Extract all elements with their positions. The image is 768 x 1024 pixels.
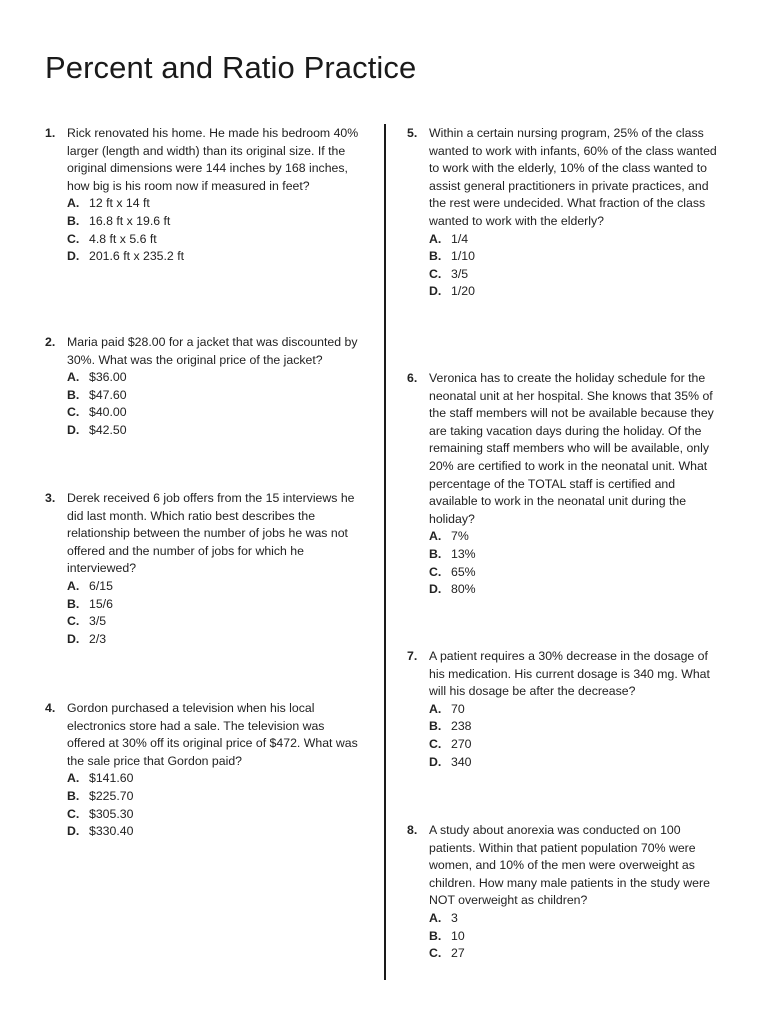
choice-text: 27: [451, 946, 465, 961]
question-4: [45, 700, 360, 841]
choice-label: D.: [429, 284, 442, 299]
choice-label: A.: [429, 529, 442, 544]
choice-text: 238: [451, 719, 472, 734]
answer-choice: [429, 528, 727, 546]
choice-text: 3: [451, 910, 458, 925]
choice-label: C.: [429, 266, 442, 281]
question-text: Rick renovated his home. He made his bedroom 40% larger (length and width) than its original size. If the original dimensions were 144 inches by 168 inches, how big is his room now if measured in feet?: [67, 126, 359, 193]
choice-text: 2/3: [89, 631, 107, 646]
choice-text: 201.6 ft x 235.2 ft: [89, 249, 185, 264]
question-number: 4.: [45, 701, 56, 715]
answer-choices: [67, 770, 360, 840]
answer-choice: [429, 266, 727, 284]
answer-choices: [429, 910, 727, 963]
answer-choice: [67, 404, 360, 422]
choice-text: 1/20: [451, 284, 475, 299]
question-1: [45, 125, 360, 266]
answer-choice: [429, 701, 727, 719]
choice-text: $47.60: [89, 387, 127, 402]
choice-text: 270: [451, 736, 472, 751]
choice-text: $36.00: [89, 370, 127, 385]
answer-choice: [67, 387, 360, 405]
answer-choices: [67, 369, 360, 439]
choice-label: B.: [429, 719, 442, 734]
question-number: 5.: [407, 126, 418, 140]
answer-choice: [67, 806, 360, 824]
answer-choice: [429, 736, 727, 754]
answer-choice: [67, 248, 360, 266]
question-text: Gordon purchased a television when his local electronics store had a sale. The television was offered at 30% off its original price of $472. What was the sale price that Gordon paid?: [67, 701, 358, 768]
choice-label: D.: [429, 754, 442, 769]
answer-choices: [67, 195, 360, 265]
choice-label: B.: [429, 928, 442, 943]
question-text: Derek received 6 job offers from the 15 interviews he did last month. Which ratio best describes the relationship between the number of jobs he was not offered and the number of jobs for which he interviewed?: [67, 491, 355, 576]
choice-text: 12 ft x 14 ft: [89, 196, 150, 211]
answer-choice: [67, 631, 360, 649]
question-number: 7.: [407, 649, 418, 663]
choice-label: B.: [67, 596, 80, 611]
choice-label: C.: [429, 736, 442, 751]
question-number: 1.: [45, 126, 56, 140]
answer-choice: [67, 823, 360, 841]
choice-text: $141.60: [89, 771, 134, 786]
choice-text: 7%: [451, 529, 469, 544]
question-number: 8.: [407, 823, 418, 837]
answer-choice: [429, 248, 727, 266]
question-5: [407, 125, 727, 301]
choice-label: C.: [67, 231, 80, 246]
choice-text: 4.8 ft x 5.6 ft: [89, 231, 157, 246]
answer-choice: [429, 581, 727, 599]
choice-label: A.: [67, 771, 80, 786]
question-text: Maria paid $28.00 for a jacket that was discounted by 30%. What was the original price of the jacket?: [67, 335, 358, 367]
choice-label: B.: [429, 249, 442, 264]
answer-choice: [67, 578, 360, 596]
choice-text: $305.30: [89, 806, 134, 821]
choice-label: C.: [67, 614, 80, 629]
choice-text: $330.40: [89, 824, 134, 839]
answer-choices: [429, 231, 727, 301]
choice-text: 3/5: [89, 614, 107, 629]
choice-text: 3/5: [451, 266, 469, 281]
question-text: A study about anorexia was conducted on 100 patients. Within that patient population 70% were women, and 10% of the men were overweight as children. How many male patients in the study were NOT overweight as children?: [429, 823, 710, 908]
answer-choice: [67, 613, 360, 631]
answer-choice: [429, 928, 727, 946]
choice-label: C.: [429, 564, 442, 579]
page-title: Percent and Ratio Practice: [45, 50, 417, 85]
choice-text: 6/15: [89, 578, 113, 593]
choice-label: D.: [67, 631, 80, 646]
choice-text: $40.00: [89, 405, 127, 420]
question-text: Within a certain nursing program, 25% of the class wanted to work with infants, 60% of the class wanted to work with the elderly, 10% of the class wanted to assist general practitioners in private practices, and the rest were undecided. What fraction of the class wanted to work with the elderly?: [429, 126, 717, 228]
choice-text: 340: [451, 754, 472, 769]
question-6: [407, 370, 727, 599]
choice-text: 80%: [451, 582, 476, 597]
answer-choice: [429, 945, 727, 963]
answer-choice: [67, 231, 360, 249]
choice-label: B.: [67, 387, 80, 402]
question-text: A patient requires a 30% decrease in the dosage of his medication. His current dosage is 340 mg. What will his dosage be after the decrease?: [429, 649, 710, 699]
answer-choice: [67, 213, 360, 231]
choice-label: C.: [67, 405, 80, 420]
choice-text: 15/6: [89, 596, 113, 611]
answer-choice: [67, 195, 360, 213]
answer-choices: [67, 578, 360, 648]
choice-label: A.: [429, 910, 442, 925]
answer-choice: [429, 754, 727, 772]
question-8: [407, 822, 727, 963]
question-text: Veronica has to create the holiday schedule for the neonatal unit at her hospital. She knows that 35% of the staff members will not be available because they are taking vacation days during the holiday. Of the remaining staff members who will be available, only 20% are certified to work in the neonatal unit. What percentage of the TOTAL staff is certified and available to work in the neonatal unit during the holiday?: [429, 371, 714, 526]
answer-choice: [429, 718, 727, 736]
choice-label: D.: [429, 582, 442, 597]
question-3: [45, 490, 360, 648]
choice-label: C.: [67, 806, 80, 821]
choice-text: 13%: [451, 546, 476, 561]
answer-choice: [429, 546, 727, 564]
choice-label: B.: [67, 213, 80, 228]
choice-label: A.: [429, 701, 442, 716]
choice-text: 65%: [451, 564, 476, 579]
choice-label: D.: [67, 249, 80, 264]
choice-label: D.: [67, 824, 80, 839]
answer-choice: [67, 770, 360, 788]
question-number: 2.: [45, 335, 56, 349]
choice-label: A.: [67, 196, 80, 211]
question-number: 6.: [407, 371, 418, 385]
choice-text: $225.70: [89, 788, 134, 803]
answer-choice: [67, 788, 360, 806]
choice-text: 10: [451, 928, 465, 943]
answer-choice: [67, 596, 360, 614]
choice-text: $42.50: [89, 422, 127, 437]
choice-label: A.: [67, 578, 80, 593]
question-7: [407, 648, 727, 771]
choice-label: A.: [429, 231, 442, 246]
choice-label: B.: [429, 546, 442, 561]
answer-choices: [429, 528, 727, 598]
answer-choice: [429, 910, 727, 928]
choice-text: 1/10: [451, 249, 475, 264]
choice-text: 1/4: [451, 231, 469, 246]
choice-text: 16.8 ft x 19.6 ft: [89, 213, 171, 228]
question-2: [45, 334, 360, 440]
choice-text: 70: [451, 701, 465, 716]
answer-choice: [429, 231, 727, 249]
question-number: 3.: [45, 491, 56, 505]
choice-label: B.: [67, 788, 80, 803]
choice-label: A.: [67, 370, 80, 385]
answer-choices: [429, 701, 727, 771]
answer-choice: [67, 422, 360, 440]
column-divider: [384, 124, 386, 980]
choice-label: D.: [67, 422, 80, 437]
choice-label: C.: [429, 946, 442, 961]
answer-choice: [67, 369, 360, 387]
answer-choice: [429, 564, 727, 582]
answer-choice: [429, 283, 727, 301]
